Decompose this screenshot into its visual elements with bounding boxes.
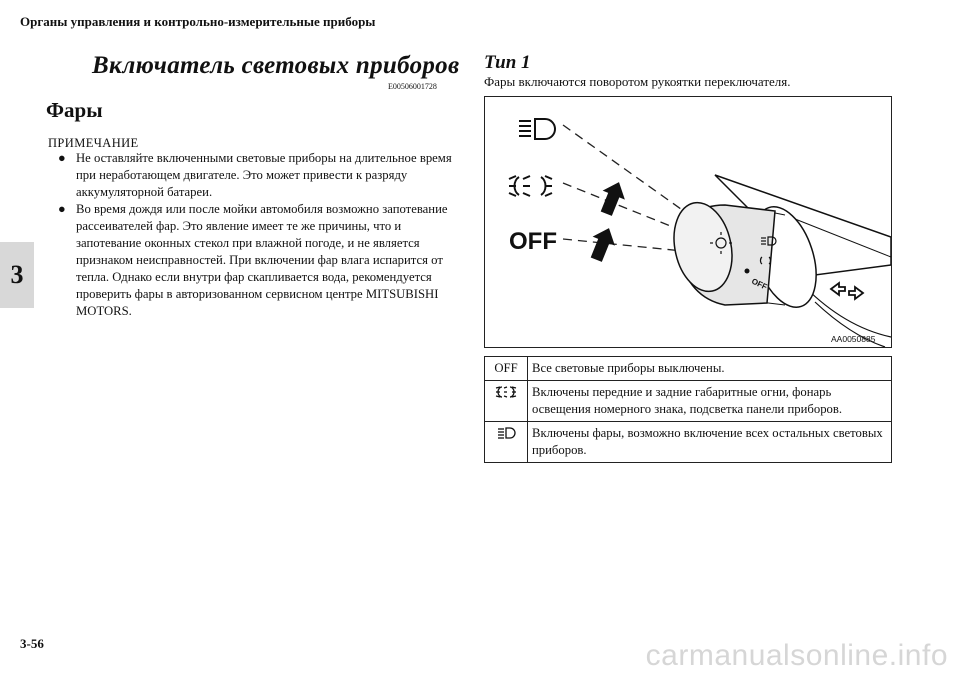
type-description: Фары включаются поворотом рукоятки переключателя. bbox=[484, 74, 791, 89]
table-row bbox=[485, 422, 892, 463]
running-header: Органы управления и контрольно-измерительные приборы bbox=[20, 14, 376, 29]
illustration-svg bbox=[485, 97, 891, 347]
legend-text: Все световые приборы выключены. bbox=[528, 357, 892, 381]
page-title: Включатель световых приборов bbox=[92, 52, 460, 79]
switch-stalk bbox=[666, 175, 891, 347]
rotation-arrow bbox=[585, 178, 630, 265]
table-row bbox=[485, 381, 892, 422]
note-item-text: Во время дождя или после мойки автомобиля возможно запотевание рассеивателей фар. Это явление имеет те же причины, что и запотевание оконных стекол при влажной погоде, и не является признаком неисправностей. При включении фар влага испарится от тепла. Однако если внутри фар скапливается вода, рекомендуется проверить фары в авторизованном сервисном центре MITSUBISHI MOTORS. bbox=[76, 202, 448, 318]
legend-symbol-off: OFF bbox=[485, 357, 528, 381]
parking-lights-icon bbox=[509, 176, 552, 196]
headlight-icon bbox=[519, 119, 555, 139]
off-label: OFF bbox=[509, 228, 557, 255]
page-number: 3-56 bbox=[20, 636, 44, 651]
light-switch-illustration bbox=[484, 96, 892, 348]
legend-text: Включены фары, возможно включение всех остальных световых приборов. bbox=[528, 422, 892, 463]
subheading: Фары bbox=[46, 98, 103, 122]
figure-code: AA0050885 bbox=[831, 334, 876, 344]
headlight-icon bbox=[493, 425, 519, 441]
note-item bbox=[58, 201, 462, 320]
turn-signal-icon bbox=[831, 283, 863, 299]
legend-text: Включены передние и задние габаритные огни, фонарь освещения номерного знака, подсветка панели приборов. bbox=[528, 381, 892, 422]
doc-code: E00506001728 bbox=[388, 82, 437, 91]
bullet-icon: ● bbox=[58, 202, 66, 216]
note-item-text: Не оставляйте включенными световые приборы на длительное время при неработающем двигателе. Это может привести к разряду аккумуляторной батареи. bbox=[76, 151, 452, 199]
table-row bbox=[485, 357, 892, 381]
watermark: carmanualsonline.info bbox=[645, 639, 948, 672]
parking-lights-icon bbox=[493, 384, 519, 400]
legend-table bbox=[484, 356, 892, 463]
bullet-icon: ● bbox=[58, 151, 66, 165]
stalk-off-label: OFF bbox=[750, 276, 769, 292]
legend-symbol-cell bbox=[485, 381, 528, 422]
section-tab: 3 bbox=[0, 242, 34, 308]
type-title: Тип 1 bbox=[484, 52, 531, 73]
note-label: ПРИМЕЧАНИЕ bbox=[48, 136, 139, 150]
legend-symbol-cell bbox=[485, 422, 528, 463]
note-item bbox=[58, 150, 462, 201]
